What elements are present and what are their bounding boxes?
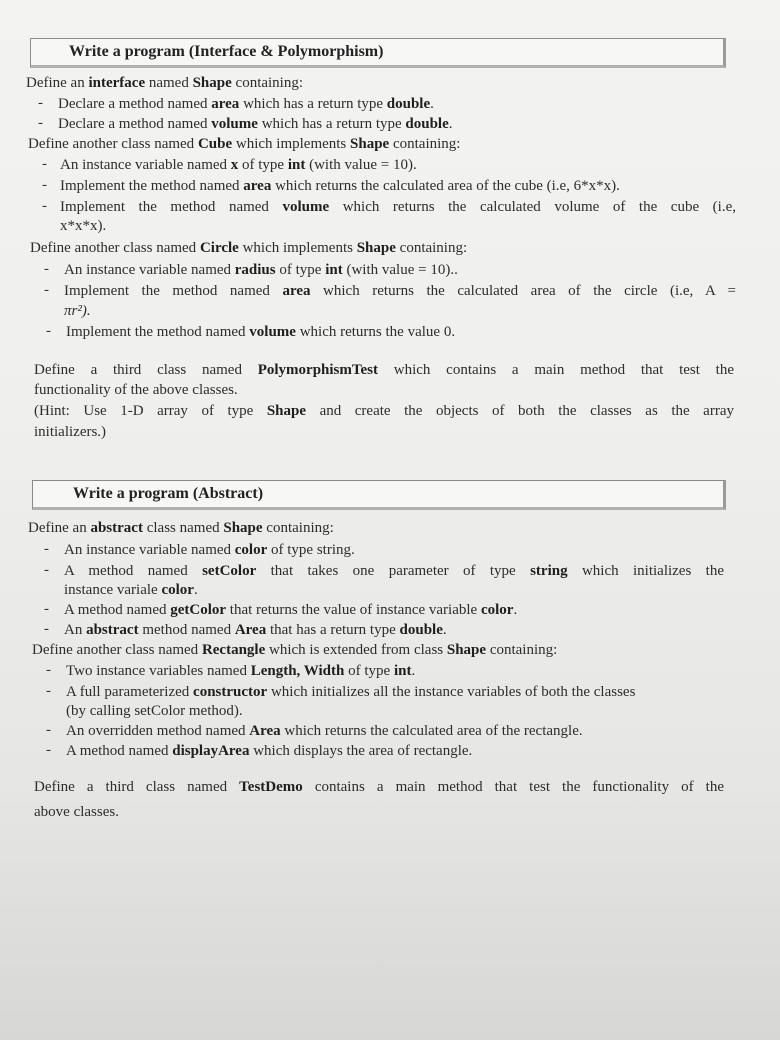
s2-line-8: Two instance variables named Length, Width of type int. <box>66 663 416 679</box>
s1-line-11: Implement the method named area which returns the calculated area of the circle (i.e, A = <box>64 283 736 299</box>
bullet-dash: - <box>46 323 51 339</box>
s2-line-1: Define an abstract class named Shape containing: <box>28 520 334 536</box>
s2-line-9: A full parameterized constructor which initializes all the instance variables of both the classes <box>66 684 636 700</box>
bullet-dash: - <box>42 198 47 214</box>
s2-line-13: Define a third class named TestDemo contains a main method that test the functionality of the <box>34 779 724 795</box>
bullet-dash: - <box>44 562 49 578</box>
s1-line-5: An instance variable named x of type int (with value = 10). <box>60 157 417 173</box>
bullet-dash: - <box>46 662 51 678</box>
s1-line-8: x*x*x). <box>60 218 107 234</box>
bullet-dash: - <box>44 541 49 557</box>
bullet-dash: - <box>38 95 43 111</box>
s1-line-13: Implement the method named volume which returns the value 0. <box>66 324 456 340</box>
s1-line-4: Define another class named Cube which implements Shape containing: <box>28 136 461 152</box>
bullet-dash: - <box>46 683 51 699</box>
s1-line-1: Define an interface named Shape containing: <box>26 75 304 91</box>
s1-line-16: (Hint: Use 1-D array of type Shape and create the objects of both the classes as the array <box>34 403 734 419</box>
s2-line-14: above classes. <box>34 804 119 820</box>
bullet-dash: - <box>42 177 47 193</box>
bullet-dash: - <box>44 282 49 298</box>
s1-line-10: An instance variable named radius of type int (with value = 10).. <box>64 262 458 278</box>
bullet-dash: - <box>44 601 49 617</box>
s1-line-17: initializers.) <box>34 424 107 440</box>
s2-line-4: instance variale color. <box>64 582 198 598</box>
bullet-dash: - <box>38 115 43 131</box>
bullet-dash: - <box>46 742 51 758</box>
s1-line-15: functionality of the above classes. <box>34 382 238 398</box>
section2-title: Write a program (Abstract) <box>73 485 264 502</box>
s2-line-10: (by calling setColor method). <box>66 703 243 719</box>
bullet-dash: - <box>44 261 49 277</box>
s1-line-9: Define another class named Circle which implements Shape containing: <box>30 240 468 256</box>
s1-line-3: Declare a method named volume which has a return type double. <box>58 116 453 132</box>
section2-title-box <box>32 480 726 510</box>
s2-line-5: A method named getColor that returns the value of instance variable color. <box>64 602 518 618</box>
bullet-dash: - <box>44 621 49 637</box>
s2-line-7: Define another class named Rectangle which is extended from class Shape containing: <box>32 642 558 658</box>
bullet-dash: - <box>42 156 47 172</box>
s1-line-7: Implement the method named volume which returns the calculated volume of the cube (i.e, <box>60 199 736 215</box>
section1-title-box <box>30 38 726 68</box>
s2-line-3: A method named setColor that takes one parameter of type string which initializes the <box>64 563 724 579</box>
s2-line-11: An overridden method named Area which returns the calculated area of the rectangle. <box>66 723 583 739</box>
s1-line-2: Declare a method named area which has a return type double. <box>58 96 434 112</box>
s2-line-6: An abstract method named Area that has a return type double. <box>64 622 447 638</box>
s2-line-2: An instance variable named color of type string. <box>64 542 355 558</box>
s1-line-14: Define a third class named PolymorphismTest which contains a main method that test the <box>34 362 734 378</box>
s1-line-6: Implement the method named area which returns the calculated area of the cube (i.e, 6*x*x). <box>60 178 620 194</box>
s2-line-12: A method named displayArea which displays the area of rectangle. <box>66 743 473 759</box>
section1-title: Write a program (Interface & Polymorphism) <box>69 43 384 60</box>
s1-line-12: πr²). <box>64 303 91 319</box>
bullet-dash: - <box>46 722 51 738</box>
